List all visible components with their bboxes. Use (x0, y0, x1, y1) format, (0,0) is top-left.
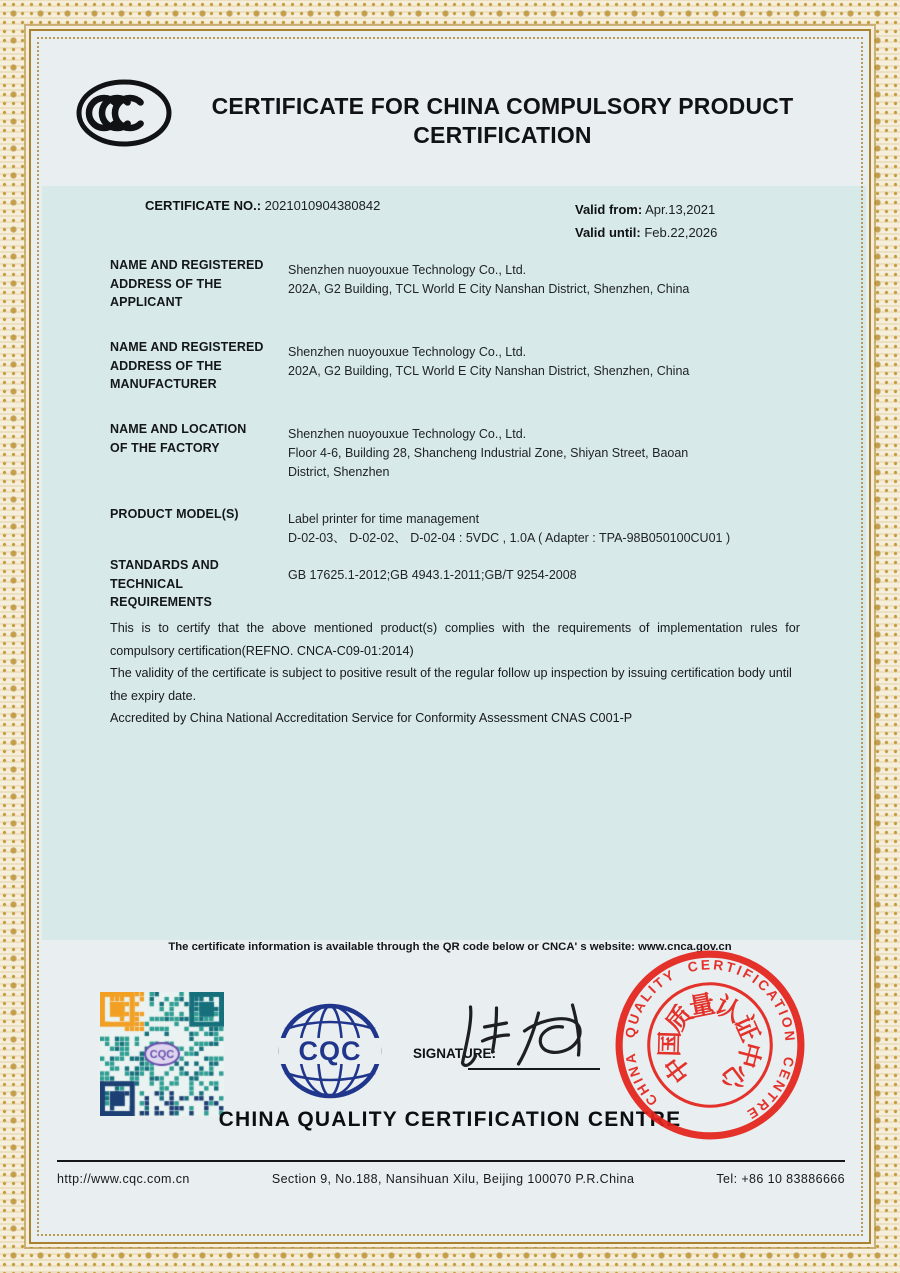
valid-from-row (575, 198, 717, 221)
statement-validity: The validity of the certificate is subject to positive result of the regular follow up inspection by issuing certification body until the expiry date. (110, 666, 792, 703)
ccc-mark-icon (74, 78, 174, 148)
certificate-number-row (145, 198, 380, 213)
svg-text:中: 中 (658, 1049, 698, 1089)
signature-label: SIGNATURE: (413, 1046, 496, 1061)
qr-code-icon (100, 992, 224, 1116)
label-line: MANUFACTURER (110, 377, 217, 391)
qr-info-note: The certificate information is available through the QR code below or CNCA' s website: www.cnca.gov.cn (168, 941, 732, 953)
svg-text:心: 心 (714, 1057, 754, 1097)
section-product-models (110, 505, 818, 548)
value-line: GB 17625.1-2012;GB 4943.1-2011;GB/T 9254-2008 (288, 568, 577, 582)
value-line: Floor 4-6, Building 28, Shancheng Industrial Zone, Shiyan Street, Baoan (288, 446, 689, 460)
footer-address: Section 9, No.188, Nansihuan Xilu, Beijing 100070 P.R.China (271, 1172, 635, 1186)
value-line: 202A, G2 Building, TCL World E City Nanshan District, Shenzhen, China (288, 364, 690, 378)
cqc-logo-text: CQC (298, 1036, 362, 1066)
valid-from-value: Apr.13,2021 (645, 202, 716, 217)
label-line: NAME AND LOCATION (110, 422, 247, 436)
signature-line (468, 1068, 600, 1070)
section-values (288, 338, 818, 394)
label-line: PRODUCT MODEL(S) (110, 507, 239, 521)
validity-block (575, 198, 717, 244)
statement-accreditation: Accredited by China National Accreditation Service for Conformity Assessment CNAS C001-P (110, 711, 633, 725)
section-manufacturer (110, 338, 818, 394)
section-label (110, 505, 288, 548)
label-line: OF THE FACTORY (110, 440, 220, 455)
label-line: ADDRESS OF THE APPLICANT (110, 276, 222, 309)
handwritten-signature (450, 993, 605, 1078)
section-label (110, 338, 288, 394)
section-values (288, 256, 818, 312)
red-seal-icon (613, 948, 807, 1142)
label-line: NAME AND REGISTERED (110, 340, 264, 354)
section-values (288, 556, 818, 612)
cqc-globe-icon (278, 1002, 382, 1100)
section-label (110, 556, 288, 612)
centre-name-title: CHINA QUALITY CERTIFICATION CENTRE (218, 1108, 682, 1131)
label-line: TECHNICAL REQUIREMENTS (110, 576, 212, 609)
value-line: Shenzhen nuoyouxue Technology Co., Ltd. (288, 427, 527, 441)
valid-until-label: Valid until: (575, 225, 641, 240)
footer-website: http://www.cqc.com.cn (57, 1172, 190, 1186)
svg-text:量: 量 (686, 988, 718, 1024)
certification-statements (110, 617, 800, 730)
value-line: District, Shenzhen (288, 465, 390, 479)
certificate-number-label: CERTIFICATE NO.: (145, 198, 262, 213)
value-line: 202A, G2 Building, TCL World E City Nanshan District, Shenzhen, China (288, 282, 690, 296)
label-line: STANDARDS AND (110, 558, 219, 572)
value-line: Shenzhen nuoyouxue Technology Co., Ltd. (288, 345, 527, 359)
footer-tel: Tel: +86 10 83886666 (716, 1172, 845, 1186)
svg-text:中: 中 (730, 1038, 767, 1071)
value-line: Label printer for time management (288, 512, 480, 526)
section-standards (110, 556, 818, 612)
value-line: D-02-03、 D-02-02、 D-02-04 : 5VDC , 1.0A ( Adapter : TPA-98B050100CU01 ) (288, 531, 731, 545)
svg-text:证: 证 (727, 1011, 766, 1047)
certificate-title: CERTIFICATE FOR CHINA COMPULSORY PRODUCT CERTIFICATION (211, 93, 794, 148)
valid-from-label: Valid from: (575, 202, 643, 217)
statement-compliance: This is to certify that the above mentioned product(s) complies with the requirements of implementation rules for compulsory certification(REFNO. CNCA-C09-01:2014) (110, 621, 800, 658)
section-factory (110, 420, 818, 482)
certificate-number-value: 2021010904380842 (264, 198, 381, 213)
section-values (288, 505, 818, 548)
svg-text:国: 国 (655, 1030, 686, 1058)
section-applicant (110, 256, 818, 312)
svg-text:认: 认 (709, 990, 747, 1029)
section-label (110, 420, 288, 482)
seal-ring-text: CHINA QUALITY CERTIFICATION CENTRE (622, 957, 798, 1123)
label-line: NAME AND REGISTERED (110, 258, 264, 272)
section-values (288, 420, 818, 482)
label-line: ADDRESS OF THE (110, 358, 222, 373)
valid-until-value: Feb.22,2026 (644, 225, 718, 240)
section-label (110, 256, 288, 312)
footer-rule (57, 1160, 845, 1162)
valid-until-row (575, 221, 717, 244)
svg-text:质: 质 (659, 1000, 700, 1039)
footer-row (57, 1172, 845, 1186)
value-line: Shenzhen nuoyouxue Technology Co., Ltd. (288, 263, 527, 277)
